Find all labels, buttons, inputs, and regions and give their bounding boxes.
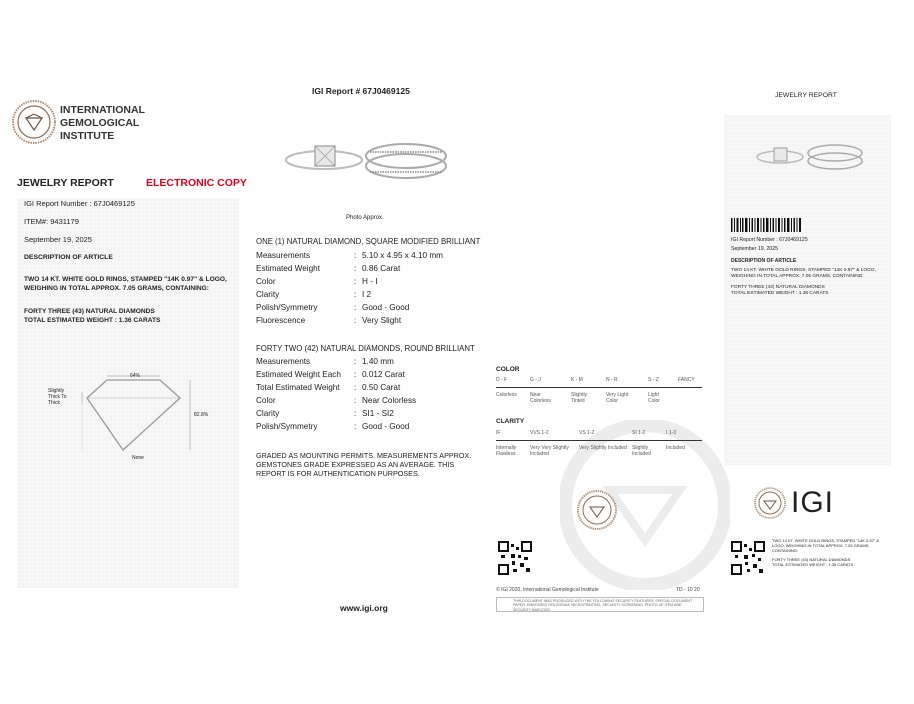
spec-label: Measurements xyxy=(256,357,311,366)
middle-report-header: IGI Report # 67J0469125 xyxy=(312,86,410,96)
clarity-grade: SI 1-2 xyxy=(632,430,646,436)
table-row: Color : Near Colorless xyxy=(256,394,486,407)
institute-line-3: INSTITUTE xyxy=(60,130,115,142)
section2-title: FORTY TWO (42) NATURAL DIAMONDS, ROUND BRILLIANT xyxy=(256,344,475,353)
spec-value: Near Colorless xyxy=(362,396,417,405)
left-total-weight: TOTAL ESTIMATED WEIGHT : 1.36 CARATS xyxy=(24,317,161,324)
color-grade: S - Z xyxy=(648,377,659,383)
right-date: September 19, 2025 xyxy=(731,246,779,252)
institute-name xyxy=(60,104,145,143)
right-description-heading: DESCRIPTION OF ARTICLE xyxy=(731,258,797,264)
color-desc: Slightly Tinted xyxy=(571,392,588,404)
electronic-copy-label: ELECTRONIC COPY xyxy=(146,177,247,189)
security-strip xyxy=(496,597,704,612)
igi-seal-icon xyxy=(12,100,56,144)
left-description: TWO 14 KT. WHITE GOLD RINGS, STAMPED "14K 0.97" & LOGO, WEIGHING IN TOTAL APPROX. 7.05 GRAMS, CONTAINING: xyxy=(24,276,227,292)
barcode xyxy=(731,218,801,232)
spec-value: Good - Good xyxy=(362,422,410,431)
spec-label: Estimated Weight xyxy=(256,264,321,273)
qr-code[interactable] xyxy=(498,541,532,575)
color-desc: Very Light Color xyxy=(606,392,629,404)
table-row: Fluorescence : Very Slight xyxy=(256,314,486,327)
spec-value: 5.10 x 4.95 x 4.10 mm xyxy=(362,251,444,260)
color-grade: D - F xyxy=(496,377,508,383)
table-row: Color : H - I xyxy=(256,275,486,288)
left-report-number: IGI Report Number : 67J0469125 xyxy=(24,199,135,208)
right-report-title: JEWELRY REPORT xyxy=(775,92,837,99)
institute-line-2: GEMOLOGICAL xyxy=(60,117,140,129)
color-grade: K - M xyxy=(571,377,583,383)
ring-photo xyxy=(282,138,452,186)
form-code: TD - 10 20 xyxy=(676,587,700,593)
spec-label: Clarity xyxy=(256,409,280,418)
color-scale xyxy=(496,377,702,412)
spec-value: SI1 - SI2 xyxy=(362,409,394,418)
table-row: Polish/Symmetry : Good - Good xyxy=(256,420,486,433)
spec-label: Clarity xyxy=(256,290,280,299)
proportion-diagram xyxy=(40,370,230,465)
table-percent: 64% xyxy=(130,373,141,379)
right-small-diamonds: FORTY THREE (43) NATURAL DIAMONDS xyxy=(772,557,851,562)
clarity-grade: VS 1-2 xyxy=(579,430,595,436)
color-grade: G - J xyxy=(530,377,541,383)
right-report-number: IGI Report Number : 67J0469125 xyxy=(731,237,808,243)
spec-label: Polish/Symmetry xyxy=(256,422,318,431)
clarity-scale-title: CLARITY xyxy=(496,418,525,425)
right-ring-photo xyxy=(755,140,865,174)
spec-value: Very Slight xyxy=(362,316,402,325)
clarity-desc: Very Slightly Included xyxy=(579,445,627,451)
color-desc: Colorless xyxy=(496,392,517,398)
color-grade: N - R xyxy=(606,377,618,383)
igi-logo-text: IGI xyxy=(791,486,835,519)
photo-caption: Photo Approx. xyxy=(346,215,384,221)
clarity-scale xyxy=(496,430,702,465)
security-note: THIS DOCUMENT WAS PRODUCED WITH THE FOLLOWING SECURITY FEATURES: SPECIAL DOCUMENT PAPER, EMBOSSED HOLOGRAM, MICROPRINTING, SECURITY SCREENING, PHOTO OF ITEM AND SECURITY BARCODE. xyxy=(513,599,693,612)
spec-value: H - I xyxy=(362,277,378,286)
color-scale-title: COLOR xyxy=(496,366,520,373)
clarity-desc: Very Very Slightly Included xyxy=(530,445,569,457)
spec-label: Fluorescence xyxy=(256,316,306,325)
clarity-grade: VVS 1-2 xyxy=(530,430,549,436)
right-small-total: TOTAL ESTIMATED WEIGHT : 1.36 CARATS xyxy=(772,562,854,567)
color-desc: Near Colorless xyxy=(530,392,551,404)
spec-value: 0.86 Carat xyxy=(362,264,401,273)
depth-percent: 82.8% xyxy=(194,412,209,418)
table-row: Estimated Weight : 0.86 Carat xyxy=(256,262,486,275)
spec-label: Polish/Symmetry xyxy=(256,303,318,312)
table-row: Total Estimated Weight : 0.50 Carat xyxy=(256,381,486,394)
right-qr-code[interactable] xyxy=(731,541,765,575)
right-total-weight: TOTAL ESTIMATED WEIGHT : 1.36 CARATS xyxy=(731,291,829,296)
clarity-grade: I 1-3 xyxy=(666,430,677,436)
left-description-heading: DESCRIPTION OF ARTICLE xyxy=(24,254,113,261)
right-small-description: TWO 14 KT. WHITE GOLD RINGS, STAMPED "14K 0.97" & LOGO, WEIGHING IN TOTAL APPROX. 7.05 GRAMS, CONTAINING: xyxy=(772,538,880,553)
spec-value: I 2 xyxy=(362,290,372,299)
spec-label: Measurements xyxy=(256,251,311,260)
website-link[interactable]: www.igi.org xyxy=(340,603,388,613)
color-desc: Light Color xyxy=(648,392,660,404)
culet-label: None xyxy=(132,455,144,461)
igi-logo-seal-icon xyxy=(754,487,786,519)
left-diamonds: FORTY THREE (43) NATURAL DIAMONDS xyxy=(24,308,155,315)
left-item-number: ITEM#: 9431179 xyxy=(24,217,79,226)
table-row: Clarity : I 2 xyxy=(256,288,486,301)
clarity-grade: IF xyxy=(496,430,501,436)
table-row: Estimated Weight Each : 0.012 Carat xyxy=(256,368,486,381)
institute-line-1: INTERNATIONAL xyxy=(60,104,145,116)
left-report-title: JEWELRY REPORT xyxy=(17,177,114,189)
section2-table xyxy=(256,355,486,433)
spec-value: Good - Good xyxy=(362,303,410,312)
right-diamonds: FORTY THREE (43) NATURAL DIAMONDS xyxy=(731,285,825,290)
table-row: Measurements : 1.40 mm xyxy=(256,355,486,368)
spec-value: 0.50 Carat xyxy=(362,383,401,392)
copyright-text: © IGI 2020, International Gemological Institute xyxy=(496,587,599,593)
spec-label: Color xyxy=(256,277,276,286)
table-row: Clarity : SI1 - SI2 xyxy=(256,407,486,420)
scale-divider xyxy=(496,387,702,388)
table-row: Polish/Symmetry : Good - Good xyxy=(256,301,486,314)
igi-seal-small-icon xyxy=(577,490,617,530)
section1-title: ONE (1) NATURAL DIAMOND, SQUARE MODIFIED BRILLIANT xyxy=(256,237,481,246)
right-description: TWO 14 KT. WHITE GOLD RINGS, STAMPED "14K 0.97" & LOGO, WEIGHING IN TOTAL APPROX. 7.05 GRAMS, CONTAINING: xyxy=(731,268,876,279)
section1-table xyxy=(256,249,486,327)
girdle-label: Slightly Thick To Thick xyxy=(48,388,67,406)
spec-label: Total Estimated Weight xyxy=(256,383,340,392)
clarity-desc: Internally Flawless xyxy=(496,445,517,457)
spec-label: Estimated Weight Each xyxy=(256,370,341,379)
spec-label: Color xyxy=(256,396,276,405)
grading-notes: GRADED AS MOUNTING PERMITS. MEASUREMENTS APPROX. GEMSTONES GRADE EXPRESSED AS AN AVERAGE. THIS REPORT IS FOR AUTHENTICATION PURPOSES. xyxy=(256,451,472,478)
table-row: Measurements : 5.10 x 4.95 x 4.10 mm xyxy=(256,249,486,262)
spec-value: 1.40 mm xyxy=(362,357,394,366)
left-date: September 19, 2025 xyxy=(24,235,92,244)
scale-divider xyxy=(496,440,702,441)
spec-value: 0.012 Carat xyxy=(362,370,405,379)
clarity-desc: Included xyxy=(666,445,685,451)
color-grade: FANCY xyxy=(678,377,695,383)
clarity-desc: Slightly Included xyxy=(632,445,651,457)
